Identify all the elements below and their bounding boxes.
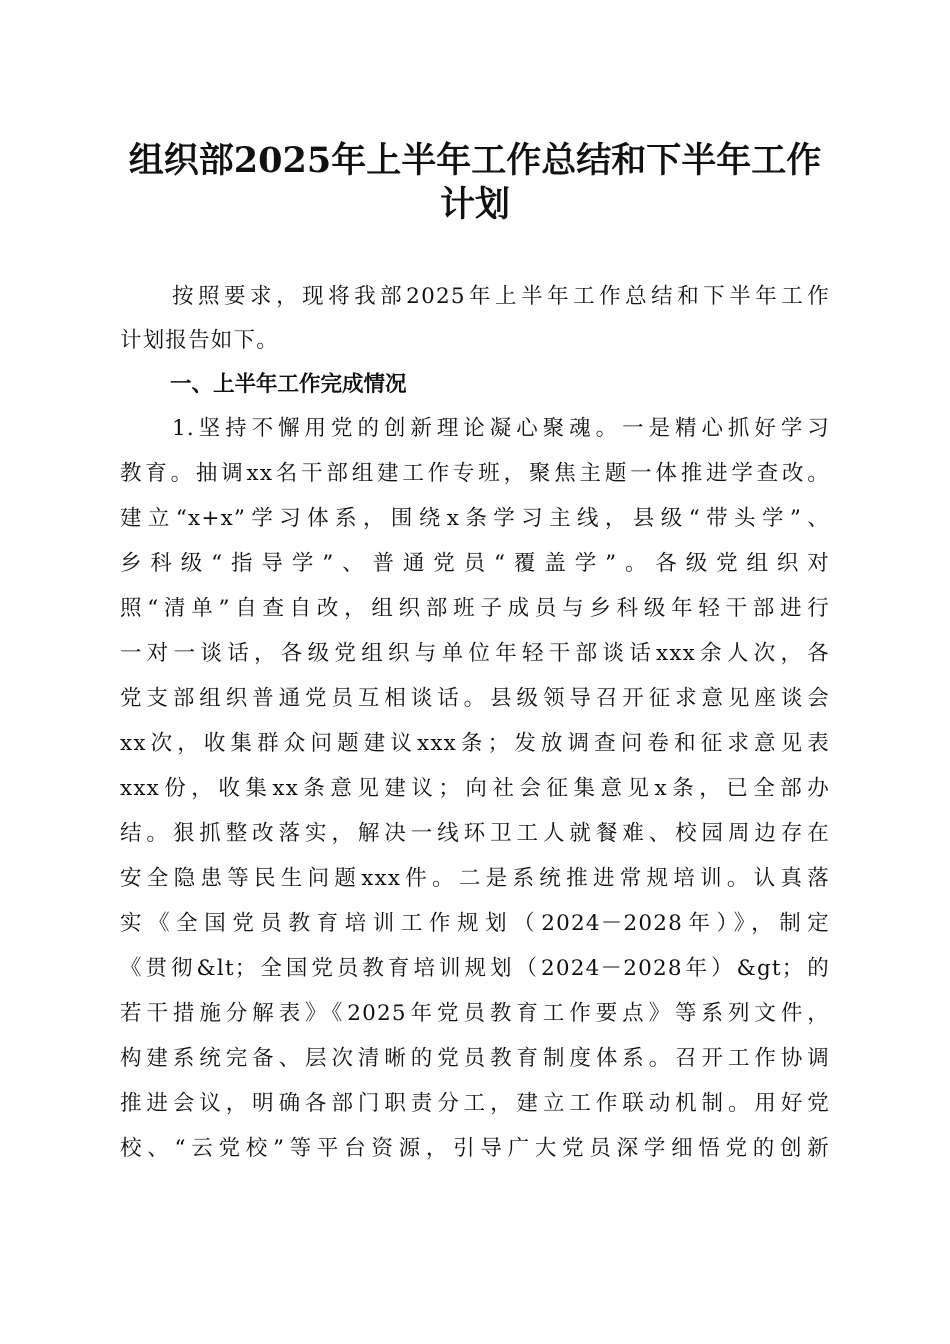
paragraph-line: xx次，收集群众问题建议xxx条；发放调查问卷和征求意见表	[120, 731, 830, 756]
paragraph-line: 结。狠抓整改落实，解决一线环卫工人就餐难、校园周边存在	[120, 821, 830, 846]
paragraph-line: 实《全国党员教育培训工作规划（2024－2028年）》，制定	[120, 911, 830, 936]
paragraph-line: 《贯彻&lt；全国党员教育培训规划（2024－2028年）&gt；的	[120, 956, 830, 981]
paragraph-line: 建立“x+x”学习体系，围绕x条学习主线，县级“带头学”、	[120, 506, 830, 531]
paragraph-line: 乡科级“指导学”、普通党员“覆盖学”。各级党组织对	[120, 551, 830, 576]
intro-line: 按照要求，现将我部2025年上半年工作总结和下半年工作	[172, 284, 830, 309]
intro-line: 计划报告如下。	[120, 328, 279, 353]
paragraph-line: 一对一谈话，各级党组织与单位年轻干部谈话xxx余人次，各	[120, 641, 830, 666]
paragraph-line: 教育。抽调xx名干部组建工作专班，聚焦主题一体推进学查改。	[120, 461, 830, 486]
paragraph-line: xxx份，收集xx条意见建议；向社会征集意见x条，已全部办	[120, 776, 830, 801]
paragraph-line: 若干措施分解表》《2025年党员教育工作要点》等系列文件，	[120, 1001, 830, 1026]
paragraph-line: 党支部组织普通党员互相谈话。县级领导召开征求意见座谈会	[120, 686, 830, 711]
paragraph-line: 推进会议，明确各部门职责分工，建立工作联动机制。用好党	[120, 1091, 830, 1116]
paragraph-line: 安全隐患等民生问题xxx件。二是系统推进常规培训。认真落	[120, 866, 830, 891]
section-heading: 一、上半年工作完成情况	[170, 372, 407, 397]
document-title-line-1: 组织部2025年上半年工作总结和下半年工作	[128, 140, 822, 181]
paragraph-line: 照“清单”自查自改，组织部班子成员与乡科级年轻干部进行	[120, 596, 830, 621]
paragraph-line: 1.坚持不懈用党的创新理论凝心聚魂。一是精心抓好学习	[172, 416, 830, 441]
paragraph-line: 校、“云党校”等平台资源，引导广大党员深学细悟党的创新	[120, 1136, 830, 1161]
document-title-line-2: 计划	[439, 184, 510, 225]
paragraph-line: 构建系统完备、层次清晰的党员教育制度体系。召开工作协调	[120, 1046, 830, 1071]
